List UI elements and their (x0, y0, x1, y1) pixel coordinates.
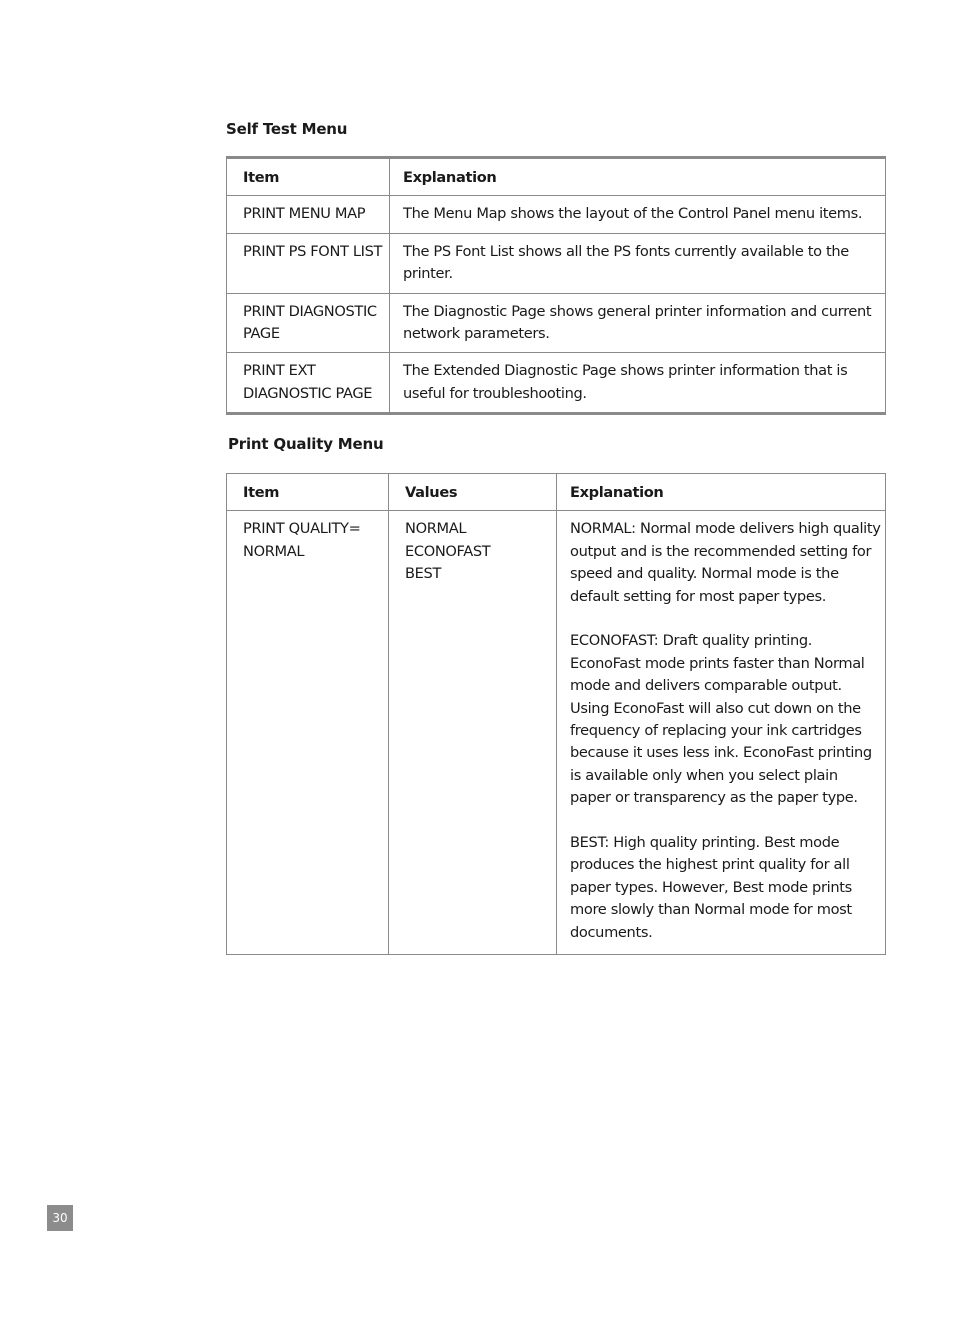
item-cell: PRINT MENU MAP (227, 196, 390, 233)
explanation-cell: The Extended Diagnostic Page shows printer information that is useful for troubleshooting. (390, 353, 886, 414)
table-row (227, 353, 886, 414)
item-cell: PRINT PS FONT LIST (227, 233, 390, 293)
table-header-row (227, 158, 886, 196)
print-quality-menu-table (226, 473, 886, 955)
table-row (227, 511, 886, 955)
item-cell: PRINT QUALITY= NORMAL (227, 511, 389, 955)
table-header-row (227, 474, 886, 511)
column-header-explanation: Explanation (557, 474, 886, 511)
explanation-best: BEST: High quality printing. Best mode produces the highest print quality for all paper types. However, Best mode prints more slowly than Normal mode for most documents. (570, 834, 852, 941)
values-cell (389, 511, 557, 955)
table-row (227, 233, 886, 293)
explanation-cell: The Menu Map shows the layout of the Control Panel menu items. (390, 196, 886, 233)
column-header-item: Item (227, 474, 389, 511)
value-best: BEST (405, 565, 442, 583)
self-test-menu-table (226, 156, 886, 415)
column-header-explanation: Explanation (390, 158, 886, 196)
value-econofast: ECONOFAST (405, 542, 491, 560)
column-header-item: Item (227, 158, 390, 196)
explanation-cell: The PS Font List shows all the PS fonts currently available to the printer. (390, 233, 886, 293)
table-row (227, 293, 886, 353)
explanation-cell: The Diagnostic Page shows general printer information and current network parameters. (390, 293, 886, 353)
value-normal: NORMAL (405, 520, 467, 538)
explanation-cell (557, 511, 886, 955)
table-row (227, 196, 886, 233)
explanation-normal: NORMAL: Normal mode delivers high quality output and is the recommended setting for speed and quality. Normal mode is the default setting for most paper types. (570, 520, 881, 605)
item-cell: PRINT DIAGNOSTIC PAGE (227, 293, 390, 353)
column-header-values: Values (389, 474, 557, 511)
self-test-menu-title: Self Test Menu (226, 120, 348, 138)
page-number-badge: 30 (47, 1205, 73, 1231)
print-quality-menu-title: Print Quality Menu (228, 435, 384, 453)
explanation-econofast: ECONOFAST: Draft quality printing. EconoFast mode prints faster than Normal mode and delivers comparable output. Using EconoFast will also cut down on the frequency of replacing your ink cartridges because it uses less ink. EconoFast printing is available only when you select plain paper or transparency as the paper type. (570, 632, 872, 807)
item-cell: PRINT EXT DIAGNOSTIC PAGE (227, 353, 390, 414)
